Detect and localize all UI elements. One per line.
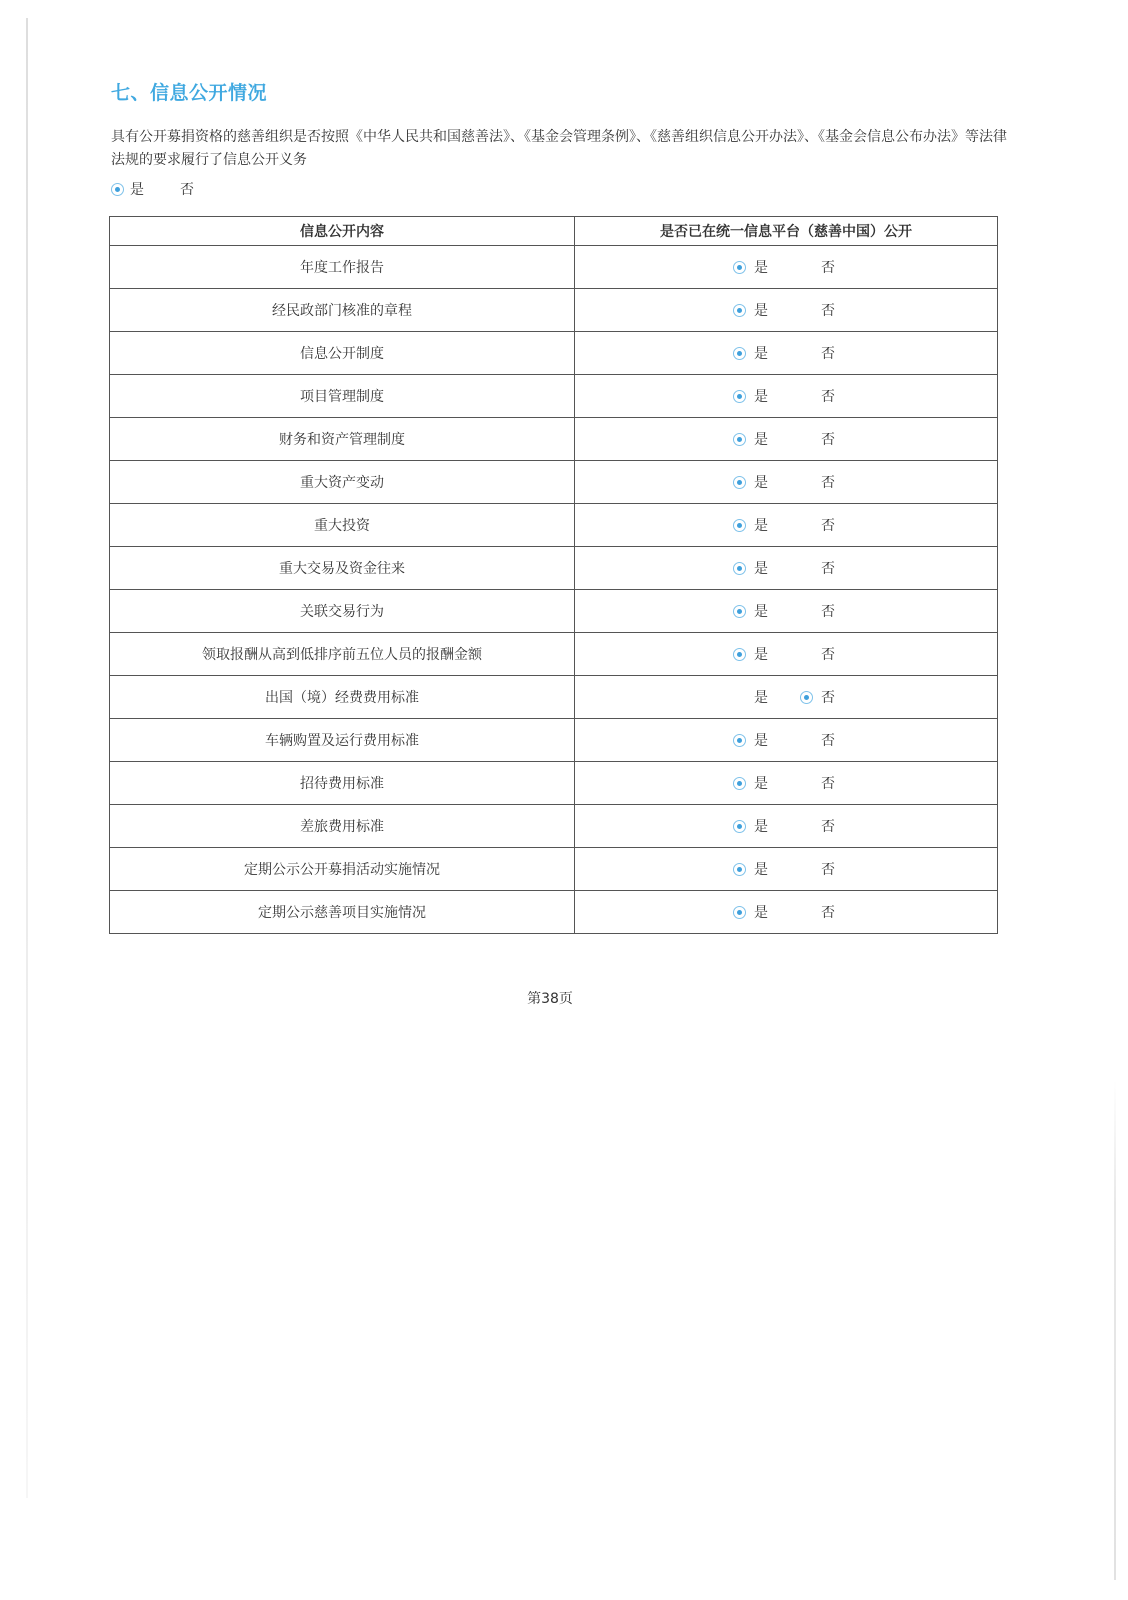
disclosure-item: 重大交易及资金往来 [110,547,575,590]
publish-status-options [575,902,997,922]
column-header-content: 信息公开内容 [110,217,575,246]
disclosure-item: 定期公示公开募捐活动实施情况 [110,848,575,891]
no-label: 否 [821,432,835,448]
no-option [800,343,835,363]
yes-radio[interactable] [733,820,746,833]
yes-label: 是 [754,518,768,534]
table-row [110,848,998,891]
publish-status-options [575,644,997,664]
no-option [800,902,835,922]
publish-status-cell [575,246,998,289]
publish-status-options [575,515,997,535]
no-radio[interactable] [800,691,813,704]
publish-status-cell [575,590,998,633]
no-radio[interactable] [800,390,813,403]
publish-status-cell [575,289,998,332]
no-radio[interactable] [800,304,813,317]
no-label: 否 [821,518,835,534]
no-label: 否 [821,260,835,276]
no-option [800,429,835,449]
no-option [800,687,835,707]
disclosure-item: 领取报酬从高到低排序前五位人员的报酬金额 [110,633,575,676]
no-radio[interactable] [800,863,813,876]
disclosure-item: 重大投资 [110,504,575,547]
yes-label: 是 [754,647,768,663]
no-radio[interactable] [800,906,813,919]
yes-radio[interactable] [733,863,746,876]
publish-status-cell [575,461,998,504]
yes-radio[interactable] [733,777,746,790]
scan-edge-right [1114,1080,1116,1580]
yes-label: 是 [754,346,768,362]
question-yes-label: 是 [130,182,144,198]
no-option [800,558,835,578]
no-radio[interactable] [800,605,813,618]
disclosure-item: 财务和资产管理制度 [110,418,575,461]
publish-status-cell [575,332,998,375]
table-row [110,590,998,633]
table-row [110,805,998,848]
disclosure-item: 车辆购置及运行费用标准 [110,719,575,762]
no-radio[interactable] [800,562,813,575]
no-option [800,386,835,406]
table-row [110,676,998,719]
yes-radio[interactable] [733,691,746,704]
yes-radio[interactable] [733,519,746,532]
publish-status-cell [575,418,998,461]
yes-label: 是 [754,819,768,835]
table-row [110,461,998,504]
table-row [110,762,998,805]
yes-option [733,859,768,879]
yes-label: 是 [754,733,768,749]
page-number: 第38页 [527,991,573,1007]
no-option [800,644,835,664]
yes-option [733,601,768,621]
publish-status-cell [575,891,998,934]
table-row [110,332,998,375]
no-radio[interactable] [800,519,813,532]
yes-option [733,515,768,535]
yes-label: 是 [754,260,768,276]
question-no-label: 否 [180,182,194,198]
no-label: 否 [821,647,835,663]
yes-label: 是 [754,862,768,878]
no-option [800,472,835,492]
publish-status-cell [575,676,998,719]
no-label: 否 [821,346,835,362]
yes-option [733,687,768,707]
question-yes-radio[interactable] [111,183,124,196]
yes-option [733,429,768,449]
scan-edge-left [26,18,28,1498]
publish-status-cell [575,848,998,891]
publish-status-options [575,601,997,621]
publish-status-options [575,558,997,578]
no-label: 否 [821,862,835,878]
yes-option [733,343,768,363]
no-radio[interactable] [800,820,813,833]
publish-status-options [575,816,997,836]
disclosure-item: 年度工作报告 [110,246,575,289]
no-label: 否 [821,303,835,319]
question-answer [111,179,194,199]
yes-radio[interactable] [733,605,746,618]
yes-label: 是 [754,604,768,620]
publish-status-options [575,687,997,707]
publish-status-cell [575,805,998,848]
publish-status-cell [575,633,998,676]
yes-radio[interactable] [733,476,746,489]
no-option [800,515,835,535]
publish-status-options [575,386,997,406]
no-radio[interactable] [800,648,813,661]
no-label: 否 [821,561,835,577]
yes-option [733,773,768,793]
publish-status-cell [575,375,998,418]
column-header-published: 是否已在统一信息平台（慈善中国）公开 [575,217,998,246]
no-label: 否 [821,819,835,835]
no-label: 否 [821,389,835,405]
publish-status-options [575,257,997,277]
publish-status-options [575,429,997,449]
yes-radio[interactable] [733,304,746,317]
table-row [110,633,998,676]
disclosure-item: 出国（境）经费费用标准 [110,676,575,719]
section-title: 七、信息公开情况 [111,82,268,104]
disclosure-question: 具有公开募捐资格的慈善组织是否按照《中华人民共和国慈善法》、《基金会管理条例》、《慈善组织信息公开办法》、《基金会信息公布办法》等法律法规的要求履行了信息公开义务 [111,129,1007,168]
table-row [110,504,998,547]
no-label: 否 [821,690,835,706]
publish-status-cell [575,762,998,805]
disclosure-item: 经民政部门核准的章程 [110,289,575,332]
yes-label: 是 [754,690,768,706]
disclosure-item: 差旅费用标准 [110,805,575,848]
publish-status-options [575,472,997,492]
yes-option [733,386,768,406]
publish-status-options [575,730,997,750]
yes-option [733,730,768,750]
yes-radio[interactable] [733,390,746,403]
yes-option [733,816,768,836]
yes-label: 是 [754,432,768,448]
no-option [800,773,835,793]
yes-label: 是 [754,561,768,577]
yes-radio[interactable] [733,734,746,747]
yes-option [733,300,768,320]
no-option [800,859,835,879]
yes-radio[interactable] [733,562,746,575]
no-radio[interactable] [800,347,813,360]
no-option [800,257,835,277]
yes-label: 是 [754,303,768,319]
publish-status-cell [575,504,998,547]
no-radio[interactable] [800,734,813,747]
yes-option [733,558,768,578]
table-row [110,547,998,590]
yes-option [733,257,768,277]
no-option [800,816,835,836]
no-radio[interactable] [800,777,813,790]
publish-status-options [575,300,997,320]
no-radio[interactable] [800,261,813,274]
publish-status-cell [575,547,998,590]
yes-radio[interactable] [733,347,746,360]
disclosure-item: 关联交易行为 [110,590,575,633]
no-option [800,300,835,320]
table-row [110,418,998,461]
no-label: 否 [821,776,835,792]
publish-status-cell [575,719,998,762]
disclosure-table [109,216,998,934]
disclosure-item: 定期公示慈善项目实施情况 [110,891,575,934]
no-option [800,601,835,621]
yes-option [733,644,768,664]
yes-radio[interactable] [733,433,746,446]
no-label: 否 [821,475,835,491]
yes-label: 是 [754,905,768,921]
yes-radio[interactable] [733,906,746,919]
table-row [110,246,998,289]
no-radio[interactable] [800,433,813,446]
no-label: 否 [821,733,835,749]
table-row [110,289,998,332]
yes-option [733,472,768,492]
table-row [110,375,998,418]
yes-radio[interactable] [733,648,746,661]
yes-option [733,902,768,922]
publish-status-options [575,859,997,879]
disclosure-item: 招待费用标准 [110,762,575,805]
yes-label: 是 [754,389,768,405]
disclosure-item: 项目管理制度 [110,375,575,418]
table-row [110,719,998,762]
table-header-row [110,217,998,246]
yes-radio[interactable] [733,261,746,274]
publish-status-options [575,343,997,363]
publish-status-options [575,773,997,793]
no-option [800,730,835,750]
disclosure-item: 重大资产变动 [110,461,575,504]
table-row [110,891,998,934]
no-label: 否 [821,604,835,620]
disclosure-item: 信息公开制度 [110,332,575,375]
yes-label: 是 [754,475,768,491]
no-label: 否 [821,905,835,921]
table-body [110,246,998,934]
no-radio[interactable] [800,476,813,489]
yes-label: 是 [754,776,768,792]
